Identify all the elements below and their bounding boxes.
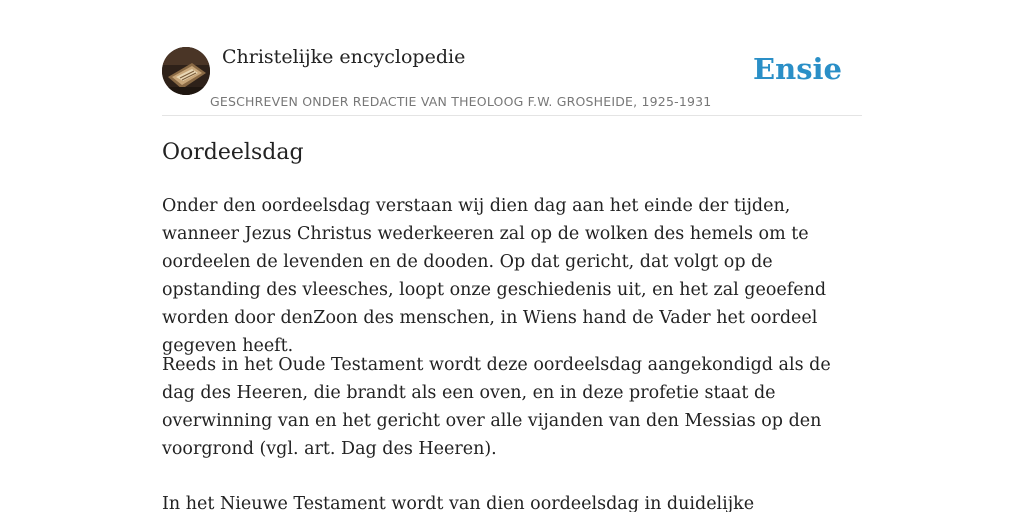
book-cover-icon[interactable]	[162, 47, 210, 95]
ensie-logo[interactable]: Ensie	[753, 52, 842, 86]
article-paragraph: Reeds in het Oude Testament wordt deze oordeelsdag aangekondigd als de dag des Heeren, die brandt als een oven, en in deze profetie staat de overwinning van en het gericht over alle vijanden van den Messias op den voorgrond (vgl. art. Dag des Heeren).	[162, 355, 831, 459]
site-title[interactable]: Christelijke encyclopedie	[222, 46, 466, 68]
article-paragraph: Onder den oordeelsdag verstaan wij dien dag aan het einde der tijden, wanneer Jezus Christus wederkeeren zal op de wolken des hemels om te oordeelen de levenden en de dooden. Op dat gericht, dat volgt op de opstanding des vleesches, loopt onze geschiedenis uit, en het zal geoefend worden door denZoon des menschen, in Wiens hand de Vader het oordeel gegeven heeft.	[162, 196, 827, 356]
header-divider	[162, 115, 862, 116]
site-subtitle: GESCHREVEN ONDER REDACTIE VAN THEOLOOG F.W. GROSHEIDE, 1925-1931	[210, 94, 712, 109]
site-header	[162, 46, 862, 116]
article-title: Oordeelsdag	[162, 140, 304, 165]
article-paragraph: In het Nieuwe Testament wordt van dien oordeelsdag in duidelijke	[162, 494, 755, 512]
